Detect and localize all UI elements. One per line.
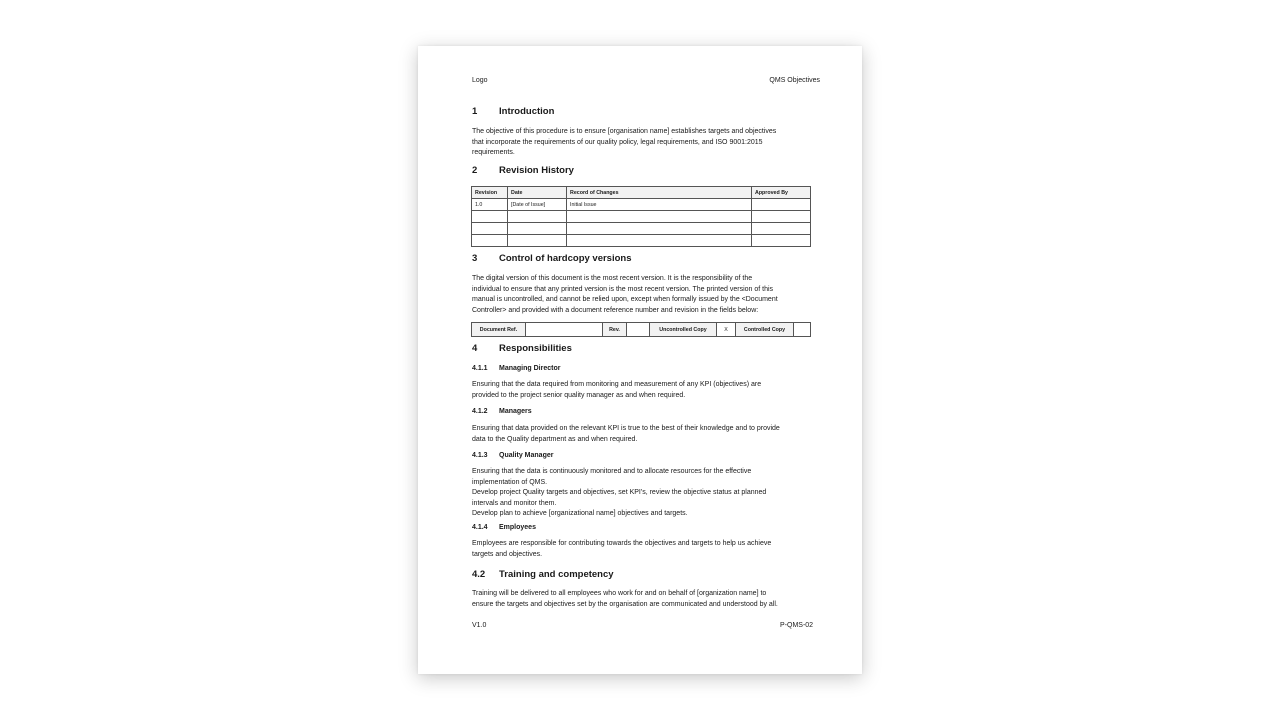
section-number: 4 xyxy=(472,343,478,354)
table-row xyxy=(472,223,811,235)
controlled-copy-label: Controlled Copy xyxy=(736,323,794,337)
table-cell: 1.0 xyxy=(472,199,508,211)
paragraph-line: individual to ensure that any printed version is the most recent version. The printed version of this xyxy=(472,285,774,293)
paragraph-line: The objective of this procedure is to ensure [organisation name] establishes targets and objectives xyxy=(472,128,777,135)
table-header-row xyxy=(472,187,811,199)
paragraph-line: Ensuring that data provided on the relevant KPI is true to the best of their knowledge and to provide xyxy=(472,425,780,432)
subsection-number: 4.1.4 xyxy=(472,524,488,531)
section-title: Training and competency xyxy=(499,569,614,580)
header-title: QMS Objectives xyxy=(769,77,820,84)
paragraph-line: Controller> and provided with a document reference number and revision in the fields below: xyxy=(472,306,759,314)
revision-history-table xyxy=(471,186,811,247)
section-title: Introduction xyxy=(499,106,555,117)
header-logo-text: Logo xyxy=(472,77,488,84)
section-title: Control of hardcopy versions xyxy=(499,253,632,264)
table-cell xyxy=(567,235,752,247)
hardcopy-paragraph xyxy=(472,274,778,316)
table-cell xyxy=(472,211,508,223)
section-number: 1 xyxy=(472,106,478,117)
subheading-managing-director xyxy=(472,364,560,374)
table-cell xyxy=(752,235,811,247)
employees-paragraph xyxy=(472,539,771,560)
revision-value xyxy=(627,323,650,337)
training-paragraph xyxy=(472,589,778,610)
paragraph-line: Employees are responsible for contributing towards the objectives and targets to help us achieve xyxy=(472,540,772,547)
paragraph-line: Develop plan to achieve [organizational name] objectives and targets. xyxy=(472,510,688,517)
table-cell: Initial Issue xyxy=(567,199,752,211)
footer-document-code: P-QMS-02 xyxy=(780,622,814,629)
paragraph-line: targets and objectives. xyxy=(472,550,543,558)
subsection-title: Managing Director xyxy=(499,365,561,372)
paragraph-line: requirements. xyxy=(472,149,515,156)
table-cell xyxy=(752,223,811,235)
introduction-paragraph xyxy=(472,127,776,159)
section-title: Responsibilities xyxy=(499,343,572,354)
table-cell xyxy=(567,211,752,223)
table-cell xyxy=(472,235,508,247)
column-header: Date xyxy=(508,187,567,199)
subsection-title: Managers xyxy=(499,408,532,415)
paragraph-line: Training will be delivered to all employees who work for and on behalf of [organization name] to xyxy=(472,590,767,597)
paragraph-line: ensure the targets and objectives set by the organisation are communicated and understood by all. xyxy=(472,600,778,608)
section-number: 2 xyxy=(472,165,478,176)
document-control-table xyxy=(471,322,811,337)
paragraph-line: Ensuring that the data required from monitoring and measurement of any KPI (objectives) are xyxy=(472,381,762,388)
subsection-title: Employees xyxy=(499,524,536,531)
section-title: Revision History xyxy=(499,165,574,176)
subsection-number: 4.1.2 xyxy=(472,408,488,415)
section-number: 4.2 xyxy=(472,569,486,580)
subheading-quality-manager xyxy=(472,451,553,461)
subsection-number: 4.1.1 xyxy=(472,365,488,372)
table-row xyxy=(472,199,811,211)
column-header: Approved By xyxy=(752,187,811,199)
managing-director-paragraph xyxy=(472,380,761,401)
section-heading-responsibilities xyxy=(472,343,572,355)
uncontrolled-copy-mark: X xyxy=(717,323,736,337)
table-cell xyxy=(752,211,811,223)
quality-manager-paragraph xyxy=(472,467,766,520)
table-cell xyxy=(752,199,811,211)
subheading-employees xyxy=(472,523,536,533)
footer-version: V1.0 xyxy=(472,622,487,629)
subsection-title: Quality Manager xyxy=(499,452,554,459)
table-row xyxy=(472,323,811,337)
paragraph-line: The digital version of this document is the most recent version. It is the responsibility of the xyxy=(472,275,753,282)
table-row xyxy=(472,211,811,223)
table-cell xyxy=(567,223,752,235)
section-heading-training xyxy=(472,569,614,581)
subsection-number: 4.1.3 xyxy=(472,452,488,459)
subheading-managers xyxy=(472,407,532,417)
table-cell xyxy=(508,211,567,223)
revision-label: Rev. xyxy=(603,323,627,337)
controlled-copy-mark xyxy=(794,323,811,337)
document-ref-label: Document Ref. xyxy=(472,323,526,337)
paragraph-line: data to the Quality department as and when required. xyxy=(472,435,638,443)
uncontrolled-copy-label: Uncontrolled Copy xyxy=(650,323,717,337)
table-cell xyxy=(508,235,567,247)
managers-paragraph xyxy=(472,424,780,445)
table-row xyxy=(472,235,811,247)
table-cell xyxy=(472,223,508,235)
paragraph-line: provided to the project senior quality manager as and when required. xyxy=(472,391,686,399)
paragraph-line: that incorporate the requirements of our quality policy, legal requirements, and ISO 9001:2015 xyxy=(472,138,763,146)
document-ref-value xyxy=(526,323,603,337)
column-header: Record of Changes xyxy=(567,187,752,199)
paragraph-line: intervals and monitor them. xyxy=(472,499,557,507)
paragraph-line: implementation of QMS. xyxy=(472,478,548,486)
table-cell xyxy=(508,223,567,235)
table-cell: [Date of Issue] xyxy=(508,199,567,211)
section-number: 3 xyxy=(472,253,478,264)
column-header: Revision xyxy=(472,187,508,199)
section-heading-revision-history xyxy=(472,165,574,177)
paragraph-line: Develop project Quality targets and objectives, set KPI's, review the objective status at planned xyxy=(472,489,767,496)
section-heading-hardcopy-control xyxy=(472,253,632,265)
paragraph-line: manual is uncontrolled, and cannot be relied upon, except when formally issued by the <Document xyxy=(472,296,778,303)
paragraph-line: Ensuring that the data is continuously monitored and to allocate resources for the effective xyxy=(472,468,752,475)
document-page xyxy=(418,46,862,674)
section-heading-introduction xyxy=(472,106,554,118)
